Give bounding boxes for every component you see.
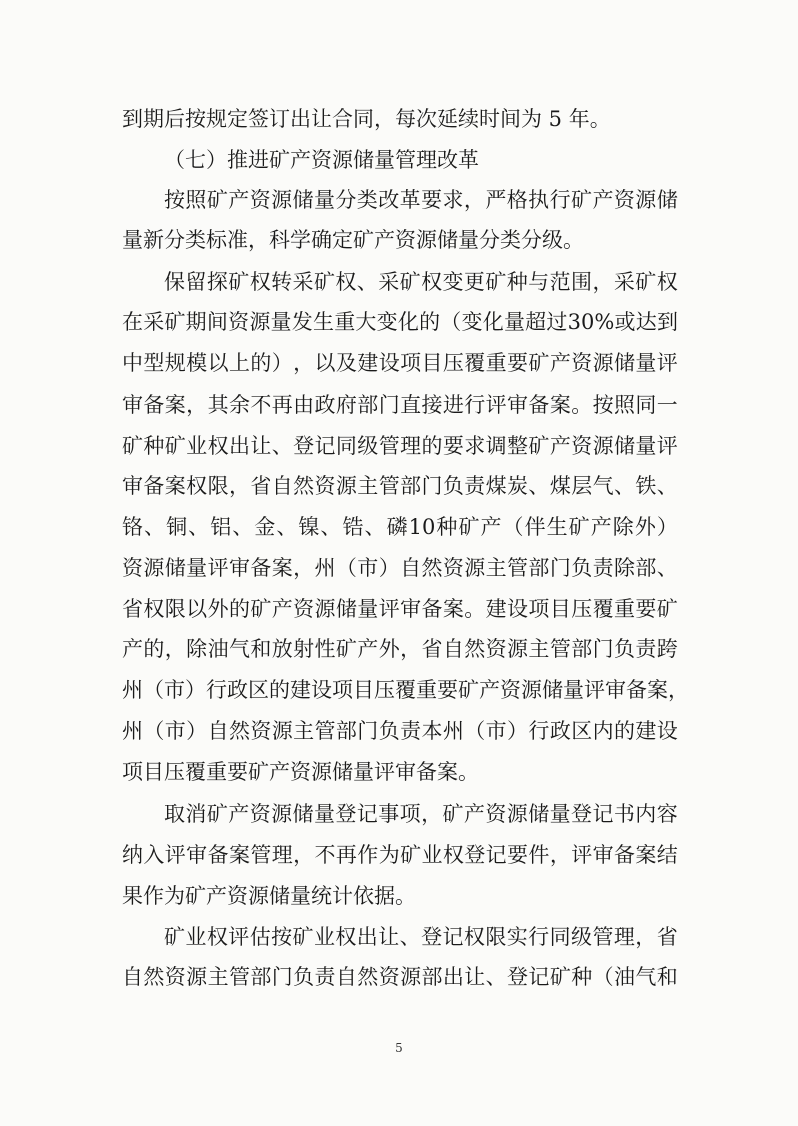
body-line-10: 审 备 案 权 限 ， 省 自 然 资 源 主 管 部 门 负 责 煤 炭 、 煤 层 气 、 铁 、 [122, 474, 678, 498]
body-line-19: 纳 入 评 审 备 案 管 理 ， 不 再 作 为 矿 业 权 登 记 要 件 ， 评 审 备 案 结 [122, 843, 678, 867]
body-line-6: 在 采 矿 期 间 资 源 量 发 生 重 大 变 化 的 （ 变 化 量 超 过 30% 或 达 到 [122, 310, 678, 334]
body-line-9: 矿 种 矿 业 权 出 让 、 登 记 同 级 管 理 的 要 求 调 整 矿 产 资 源 储 量 评 [122, 434, 678, 458]
body-line-22: 自 然 资 源 主 管 部 门 负 责 自 然 资 源 部 出 让 、 登 记 矿 种 （ 油 气 和 [122, 965, 678, 989]
page-number: 5 [395, 1041, 403, 1055]
body-line-20: 果作为矿产资源储量统计依据。 [122, 884, 416, 908]
body-line-14: 产 的 ， 除 油 气 和 放 射 性 矿 产 外 ， 省 自 然 资 源 主 管 部 门 负 责 跨 [122, 637, 678, 661]
section-heading: （七）推进矿产资源储量管理改革 [164, 148, 479, 172]
body-line-3: 按 照 矿 产 资 源 储 量 分 类 改 革 要 求 ， 严 格 执 行 矿 产 资 源 储 [164, 188, 678, 212]
body-line-1: 到期后按规定签订出让合同，每次延续时间为 5 年。 [122, 107, 611, 131]
body-line-8: 审 备 案 ， 其 余 不 再 由 政 府 部 门 直 接 进 行 评 审 备 案 。 按 照 同 一 [122, 393, 678, 417]
body-line-11: 铬 、 铜 、 铝 、 金 、 镍 、 锆 、 磷 10 种 矿 产 （ 伴 生 矿 产 除 外 ） [122, 515, 678, 539]
body-line-18: 取 消 矿 产 资 源 储 量 登 记 事 项 ， 矿 产 资 源 储 量 登 记 书 内 容 [164, 802, 678, 826]
body-line-4: 量新分类标准，科学确定矿产资源储量分类分级。 [122, 228, 584, 252]
body-line-17: 项目压覆重要矿产资源储量评审备案。 [122, 760, 479, 784]
body-line-12: 资 源 储 量 评 审 备 案 ， 州 （ 市 ） 自 然 资 源 主 管 部 门 负 责 除 部 、 [122, 556, 678, 580]
body-line-16: 州 （ 市 ） 自 然 资 源 主 管 部 门 负 责 本 州 （ 市 ） 行 政 区 内 的 建 设 [122, 719, 678, 743]
body-line-21: 矿 业 权 评 估 按 矿 业 权 出 让 、 登 记 权 限 实 行 同 级 管 理 ， 省 [164, 925, 678, 949]
body-line-15: 州 （ 市 ） 行 政 区 的 建 设 项 目 压 覆 重 要 矿 产 资 源 储 量 评 审 备 案 ， [122, 678, 689, 702]
body-line-7: 中 型 规 模 以 上 的 ） ， 以 及 建 设 项 目 压 覆 重 要 矿 产 资 源 储 量 评 [122, 351, 678, 375]
body-line-13: 省 权 限 以 外 的 矿 产 资 源 储 量 评 审 备 案 。 建 设 项 目 压 覆 重 要 矿 [122, 597, 678, 621]
body-line-5: 保 留 探 矿 权 转 采 矿 权 、 采 矿 权 变 更 矿 种 与 范 围 ， 采 矿 权 [164, 270, 678, 294]
